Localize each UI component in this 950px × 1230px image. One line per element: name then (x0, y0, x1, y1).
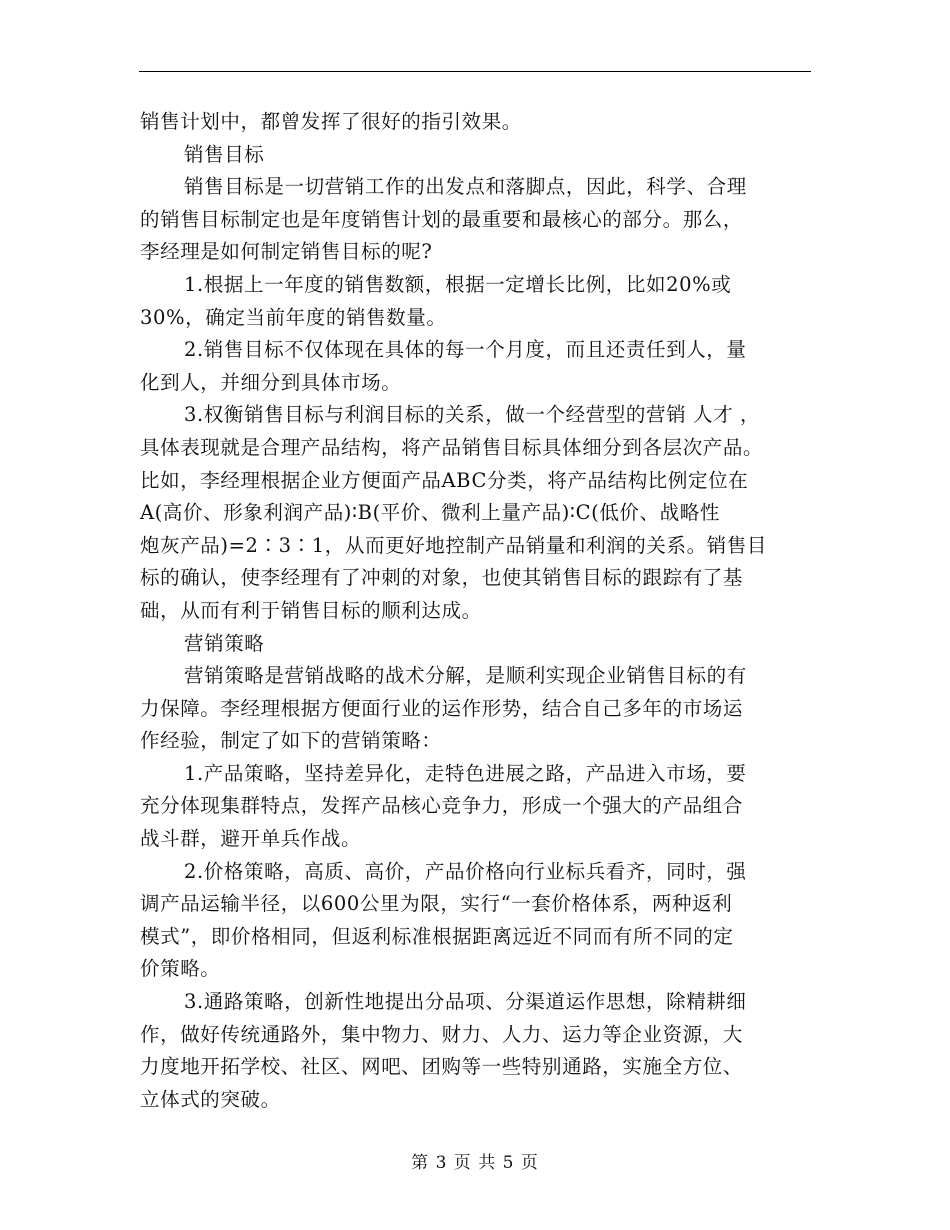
text-line: 2.销售目标不仅体现在具体的每一个月度，而且还责任到人，量 (184, 338, 747, 362)
text-line: 销售目标是一切营销工作的出发点和落脚点，因此，科学、合理 (184, 175, 747, 199)
text-line: 3.权衡销售目标与利润目标的关系，做一个经营型的营销 人才 ， (184, 403, 761, 427)
text-line: 比如，李经理根据企业方便面产品ABC分类，将产品结构比例定位在 (140, 468, 749, 492)
header-rule (139, 71, 811, 72)
text-line: 炮灰产品)=2∶3∶1，从而更好地控制产品销量和利润的关系。销售目 (140, 533, 767, 557)
text-line: 营销策略是营销战略的战术分解，是顺利实现企业销售目标的有 (184, 664, 747, 688)
text-line: 作经验，制定了如下的营销策略： (140, 729, 442, 753)
text-line: 力保障。李经理根据方便面行业的运作形势，结合自己多年的市场运 (140, 696, 744, 720)
text-line: 销售计划中，都曾发挥了很好的指引效果。 (140, 110, 522, 133)
text-line: 李经理是如何制定销售目标的呢? (140, 240, 433, 264)
text-line: 的销售目标制定也是年度销售计划的最重要和最核心的部分。那么， (140, 207, 744, 231)
text-line: 战斗群，避开单兵作战。 (140, 827, 362, 851)
text-line: 3.通路策略，创新性地提出分品项、分渠道运作思想，除精耕细 (184, 990, 747, 1014)
text-line: 价策略。 (140, 957, 221, 981)
text-line: A(高价、形象利润产品)∶B(平价、微利上量产品)∶C(低价、战略性 (140, 501, 720, 525)
document-body (140, 106, 812, 1116)
text-line: 具体表现就是合理产品结构，将产品销售目标具体细分到各层次产品。 (140, 435, 764, 459)
text-line: 1.根据上一年度的销售数额，根据一定增长比例，比如20%或 (184, 272, 732, 296)
text-line: 化到人，并细分到具体市场。 (140, 370, 402, 394)
text-line: 充分体现集群特点，发挥产品核心竞争力，形成一个强大的产品组合 (140, 794, 744, 818)
text-line: 调产品运输半径，以600公里为限，实行“一套价格体系，两种返利 (140, 892, 733, 916)
page-number: 第 3 页 共 5 页 (411, 1153, 539, 1173)
text-line: 营销策略 (184, 631, 265, 655)
text-line: 础，从而有利于销售目标的顺利达成。 (140, 598, 482, 622)
text-line: 作，做好传统通路外，集中物力、财力、人力、运力等企业资源，大 (140, 1022, 744, 1046)
text-line: 销售目标 (184, 142, 265, 166)
text-line: 力度地开拓学校、社区、网吧、团购等一些特别通路，实施全方位、 (140, 1055, 744, 1079)
text-line: 1.产品策略，坚持差异化，走特色进展之路，产品进入市场，要 (184, 761, 747, 785)
text-line: 模式”，即价格相同，但返利标准根据距离远近不同而有所不同的定 (140, 924, 734, 948)
text-line: 标的确认，使李经理有了冲刺的对象，也使其销售目标的跟踪有了基 (140, 566, 744, 590)
text-line: 立体式的突破。 (140, 1087, 281, 1111)
text-line: 2.价格策略，高质、高价，产品价格向行业标兵看齐，同时，强 (184, 859, 747, 883)
text-line: 30%，确定当前年度的销售数量。 (140, 305, 447, 329)
